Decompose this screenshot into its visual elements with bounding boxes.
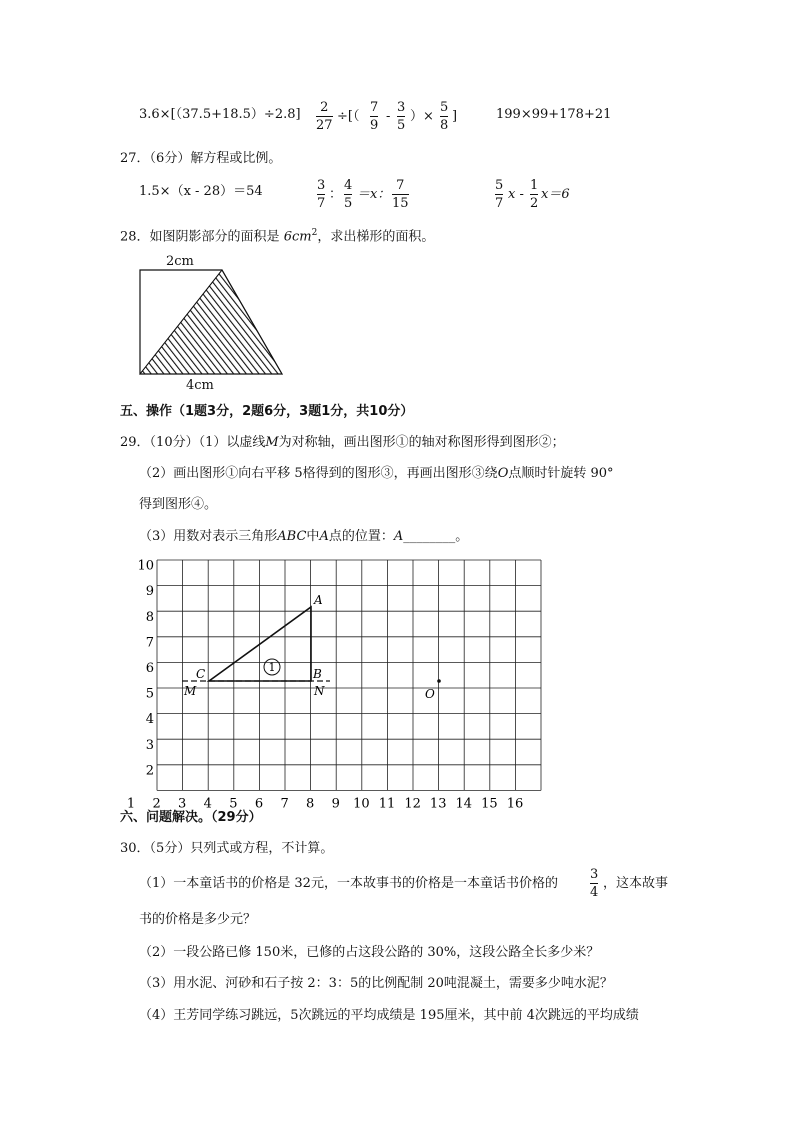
numerator: 7 [370, 100, 379, 115]
numerator: 5 [495, 178, 504, 193]
trapezoid-figure [136, 266, 288, 378]
answer-blank: ________ [403, 529, 456, 544]
x-tick-label: 3 [178, 796, 187, 812]
question-29-line-3: 得到图形④。 [139, 497, 218, 512]
area-value: 6cm [283, 229, 312, 245]
question-30-part-1-tail: ，这本故事 [603, 876, 669, 891]
text: 29．（10分）（1）以虚线 [120, 435, 266, 450]
operator: ＝x： [357, 187, 391, 202]
question-30-part-2: （2）一段公路已修 150米，已修的占这段公路的 30%，这段公路全长多少米？ [139, 945, 600, 960]
operator: - [386, 109, 391, 124]
denominator: 8 [440, 118, 449, 133]
text: （3）用数对表示三角形 [139, 529, 278, 544]
point-label-C: C [196, 667, 206, 681]
x-tick-label: 4 [203, 796, 212, 812]
question-30-part-3: （3）用水泥、河砂和石子按 2：3：5的比例配制 20吨混凝土，需要多少吨水泥？ [139, 976, 613, 991]
text: 中 [306, 529, 320, 544]
section-6-title: 六、问题解决。（29分） [120, 810, 262, 825]
triangle-ABC [209, 607, 311, 681]
trapezoid-bottom-label: 4cm [186, 378, 214, 393]
text: （2）画出图形①向右平移 5格得到的图形③，再画出图形③绕 [139, 466, 498, 481]
denominator: 2 [530, 196, 539, 211]
x-tick-label: 9 [331, 796, 340, 812]
label-M: M [265, 435, 279, 450]
operator: ] [452, 109, 458, 124]
x-tick-label: 5 [229, 796, 238, 812]
x-tick-label: 12 [404, 796, 421, 812]
text: （1）一本童话书的价格是 32元，一本故事书的价格是一本童话书价格的 [139, 876, 558, 891]
section-5-title: 五、操作（1题3分，2题6分，3题1分，共10分） [120, 404, 414, 419]
point-label-A: A [314, 593, 323, 607]
y-tick-label: 8 [145, 609, 154, 625]
point-label-B: B [313, 667, 322, 681]
operator: x - [508, 187, 524, 202]
x-tick-label: 7 [280, 796, 289, 812]
question-30-label: 30．（5分）只列式或方程，不计算。 [120, 841, 334, 856]
area-exponent: 2 [311, 228, 318, 238]
x-tick-label: 2 [152, 796, 161, 812]
denominator: 5 [397, 118, 406, 133]
numerator: 2 [320, 100, 329, 115]
operator: ： [329, 187, 343, 202]
fraction [440, 101, 448, 132]
point-label-M: M [184, 684, 197, 698]
y-tick-label: 5 [145, 686, 154, 702]
question-30-part-1-cont: 书的价格是多少元？ [139, 912, 257, 927]
y-tick-label: 3 [145, 737, 154, 753]
operator: ）× [410, 109, 434, 124]
y-tick-label: 7 [145, 635, 154, 651]
x-tick-label: 15 [481, 796, 498, 812]
x-tick-label: 10 [353, 796, 370, 812]
operator: x＝6 [541, 187, 570, 202]
question-27-label: 27．（6分）解方程或比例。 [120, 151, 282, 166]
point-O [437, 679, 441, 683]
numerator: 3 [397, 100, 406, 115]
equation-1: 1.5×（x - 28）＝54 [139, 184, 263, 199]
question-29-line-4 [139, 530, 468, 543]
fraction [495, 179, 503, 210]
x-tick-label: 1 [126, 796, 136, 812]
fraction [530, 179, 538, 210]
operator: ÷[（ [337, 109, 360, 124]
x-tick-label: 14 [455, 796, 473, 812]
x-tick-label: 8 [306, 796, 315, 812]
fraction [317, 179, 325, 210]
x-tick-label: 6 [254, 796, 264, 812]
expression-c: 199×99+178+21 [496, 107, 612, 122]
question-29-line-2 [139, 467, 614, 480]
denominator: 15 [392, 196, 409, 211]
label-A: A [393, 529, 404, 544]
numerator: 3 [590, 867, 599, 882]
text: 点顺时针旋转 90° [508, 466, 614, 481]
y-tick-label: 9 [145, 584, 154, 600]
numerator: 7 [396, 178, 405, 193]
fraction [316, 101, 333, 132]
fraction-three-quarters [590, 868, 598, 899]
fraction [344, 179, 352, 210]
expression-a: 3.6×[（37.5+18.5）÷2.8] [139, 107, 301, 122]
x-tick-label: 13 [429, 796, 447, 812]
question-28-label [120, 229, 434, 243]
trapezoid-top-label: 2cm [166, 254, 194, 269]
numerator: 3 [317, 178, 326, 193]
numerator: 1 [530, 178, 539, 193]
shape-number-1: 1 [268, 661, 276, 674]
y-tick-label: 6 [145, 661, 154, 676]
text: 。 [455, 529, 469, 544]
numerator: 4 [344, 178, 353, 193]
label-ABC: ABC [277, 529, 307, 544]
denominator: 27 [316, 118, 333, 133]
x-tick-label: 16 [506, 796, 524, 812]
shaded-triangle [140, 270, 282, 374]
coordinate-grid [120, 550, 560, 812]
denominator: 4 [590, 885, 599, 900]
x-tick-label: 11 [378, 796, 396, 812]
y-axis-labels [137, 559, 154, 779]
y-tick-label: 10 [137, 558, 154, 574]
y-tick-label: 4 [145, 712, 154, 728]
question-29-line-1 [120, 436, 565, 449]
point-label-O: O [425, 687, 435, 701]
y-tick-label: 2 [145, 763, 154, 779]
denominator: 5 [344, 196, 353, 211]
label-text: 28．如图阴影部分的面积是 [120, 229, 284, 245]
numerator: 5 [440, 100, 449, 115]
grid-lines [157, 560, 541, 790]
text: 为对称轴，画出图形①的轴对称图形得到图形②； [278, 435, 565, 450]
label-text: ，求出梯形的面积。 [317, 229, 435, 245]
denominator: 7 [317, 196, 326, 211]
fraction [397, 101, 405, 132]
question-30-part-1 [139, 877, 558, 890]
denominator: 9 [370, 118, 379, 133]
label-A: A [319, 529, 329, 544]
denominator: 7 [495, 196, 504, 211]
fraction [370, 101, 378, 132]
point-label-N: N [314, 684, 325, 698]
question-30-part-4: （4）王芳同学练习跳远，5次跳远的平均成绩是 195厘米，其中前 4次跳远的平均成绩 [139, 1008, 639, 1023]
label-O: O [497, 466, 509, 481]
text: 点的位置： [328, 529, 394, 544]
fraction [392, 179, 409, 210]
